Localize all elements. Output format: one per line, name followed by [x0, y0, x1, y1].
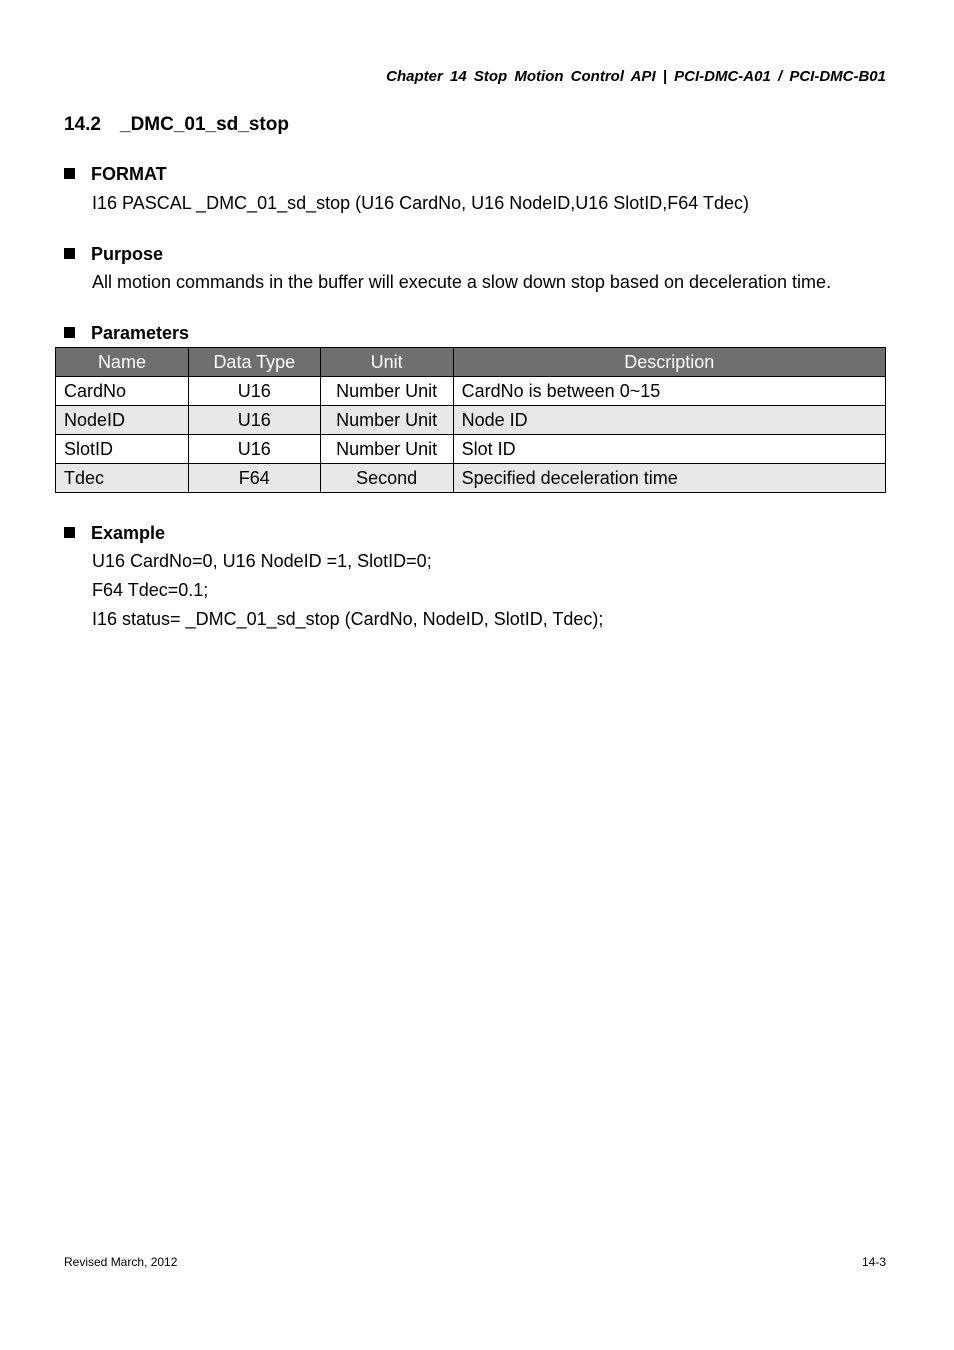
column-header-unit: Unit [320, 348, 453, 377]
example-heading [64, 521, 603, 545]
purpose-block [64, 242, 831, 297]
example-heading-label: Example [91, 523, 166, 543]
param-description-cell: Slot ID [453, 435, 885, 464]
example-code-line: F64 Tdec=0.1; [92, 580, 209, 600]
parameters-block [64, 321, 189, 345]
format-heading [64, 162, 749, 186]
table-row [56, 406, 886, 435]
format-heading-label: FORMAT [91, 164, 167, 184]
example-block [64, 521, 603, 634]
param-name-cell: NodeID [56, 406, 189, 435]
footer-revision: Revised March, 2012 [64, 1255, 178, 1269]
param-name-cell: CardNo [56, 377, 189, 406]
table-row [56, 464, 886, 493]
param-type-cell: U16 [188, 377, 320, 406]
example-code-line: I16 status= _DMC_01_sd_stop (CardNo, NodeID, SlotID, Tdec); [92, 609, 604, 629]
section-title [64, 114, 289, 136]
format-text: I16 PASCAL _DMC_01_sd_stop (U16 CardNo, U16 NodeID,U16 SlotID,F64 Tdec) [92, 193, 749, 213]
page-header: Chapter 14 Stop Motion Control API | PCI-DMC-A01 / PCI-DMC-B01 [386, 68, 886, 85]
purpose-heading-label: Purpose [91, 244, 164, 264]
param-name-cell: Tdec [56, 464, 189, 493]
square-bullet-icon [64, 327, 75, 338]
footer-page-number: 14-3 [861, 1255, 886, 1269]
param-unit-cell: Number Unit [320, 377, 453, 406]
parameters-table [55, 347, 886, 493]
parameters-heading-label: Parameters [91, 323, 190, 343]
param-type-cell: F64 [188, 464, 320, 493]
column-header-name: Name [56, 348, 189, 377]
purpose-heading [64, 242, 831, 266]
column-header-data-type: Data Type [188, 348, 320, 377]
table-row [56, 435, 886, 464]
square-bullet-icon [64, 527, 75, 538]
square-bullet-icon [64, 168, 75, 179]
parameters-heading [64, 321, 189, 345]
param-type-cell: U16 [188, 406, 320, 435]
column-header-description: Description [453, 348, 885, 377]
table-header-row [56, 348, 886, 377]
section-number: 14.2 [64, 114, 101, 135]
param-description-cell: Specified deceleration time [453, 464, 885, 493]
param-description-cell: Node ID [453, 406, 885, 435]
param-unit-cell: Number Unit [320, 435, 453, 464]
param-type-cell: U16 [188, 435, 320, 464]
format-block [64, 162, 749, 218]
square-bullet-icon [64, 248, 75, 259]
table-row [56, 377, 886, 406]
purpose-text: All motion commands in the buffer will execute a slow down stop based on deceleration time. [92, 272, 832, 292]
param-unit-cell: Second [320, 464, 453, 493]
param-name-cell: SlotID [56, 435, 189, 464]
param-unit-cell: Number Unit [320, 406, 453, 435]
example-code-line: U16 CardNo=0, U16 NodeID =1, SlotID=0; [92, 551, 432, 571]
section-name: _DMC_01_sd_stop [120, 114, 289, 135]
param-description-cell: CardNo is between 0~15 [453, 377, 885, 406]
